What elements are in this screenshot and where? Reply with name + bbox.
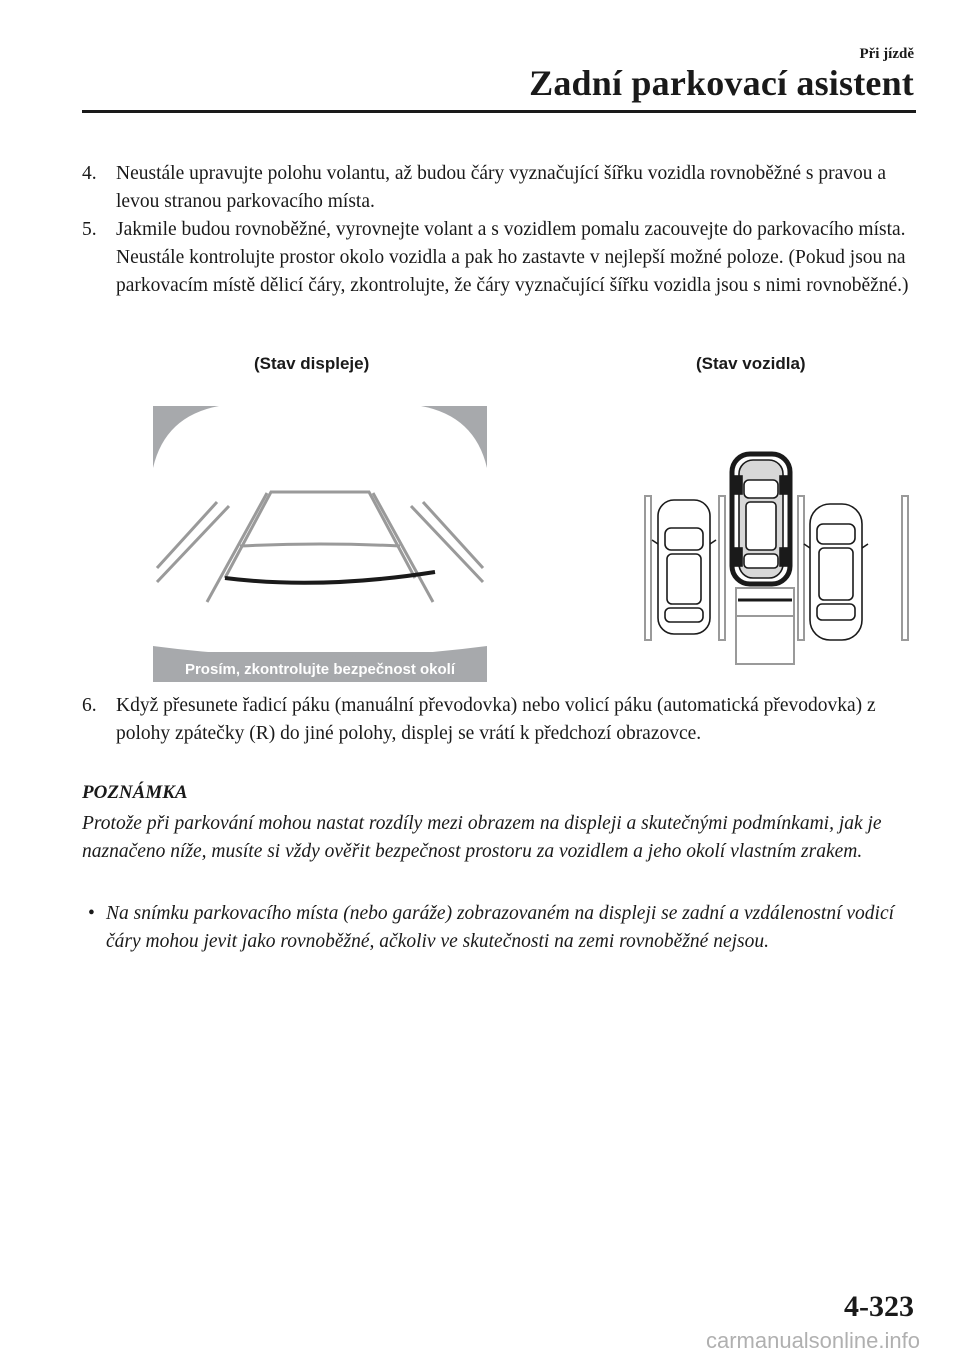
note-heading: POZNÁMKA [82,782,188,803]
step-item [82,216,920,300]
header-rule [82,110,916,113]
rear-camera-display-illustration [153,406,487,682]
bullet-icon: • [88,903,95,924]
display-state-label: (Stav displeje) [254,354,370,373]
parking-line [902,496,908,640]
parking-line [719,496,725,640]
step-item [82,160,920,216]
parking-line [798,496,804,640]
instruction-steps-1 [82,160,920,300]
reversing-car [732,454,790,584]
step-number: 5. [82,219,97,240]
note-bullet-item [82,900,920,956]
page-title: Zadní parkovací asistent [529,63,914,103]
note-body: Protože při parkování mohou nastat rozdíly mezi obrazem na displeji a skutečnými podmínkami, jak je naznačeno níže, musíte si vždy ověřit bezpečnost prostoru za vozidlem a jeho okolí vlastním zrakem. [82,813,882,862]
watermark: carmanualsonline.info [705,1328,920,1353]
page-number: 4-323 [844,1290,914,1323]
step-number: 4. [82,163,97,184]
vehicle-state-label: (Stav vozidla) [696,354,806,373]
step-item [82,692,920,748]
header-section-label: Při jízdě [859,46,914,62]
instruction-steps-2 [82,692,920,748]
step-text: Jakmile budou rovnoběžné, vyrovnejte volant a s vozidlem pomalu zacouvejte do parkovacího místa. Neustále kontrolujte prostor okolo vozidla a pak ho zastavte v nejlepší možné poloze. (Pokud jsou na parkovacím místě dělicí čáry, zkontrolujte, že čáry vyznačující šířku vozidla jsou s nimi rovnoběžné.) [116,219,909,296]
step-number: 6. [82,695,97,716]
parked-car-right [804,504,868,640]
vehicle-parking-illustration [640,440,920,680]
parking-line [645,496,651,640]
parked-car-left [652,500,716,634]
step-text: Neustále upravujte polohu volantu, až budou čáry vyznačující šířku vozidla rovnoběžné s pravou a levou stranou parkovacího místa. [116,163,887,212]
note-bullet-text: Na snímku parkovacího místa (nebo garáže) zobrazovaném na displeji se zadní a vzdálenostní vodicí čáry mohou jevit jako rovnoběžné, ačkoliv ve skutečnosti na zemi rovnoběžné nejsou. [106,903,895,952]
display-caption-text: Prosím, zkontrolujte bezpečnost okolí [184,661,456,678]
step-text: Když přesunete řadicí páku (manuální převodovka) nebo volicí páku (automatická převodovka) z polohy zpátečky (R) do jiné polohy, displej se vrátí k předchozí obrazovce. [116,695,876,744]
